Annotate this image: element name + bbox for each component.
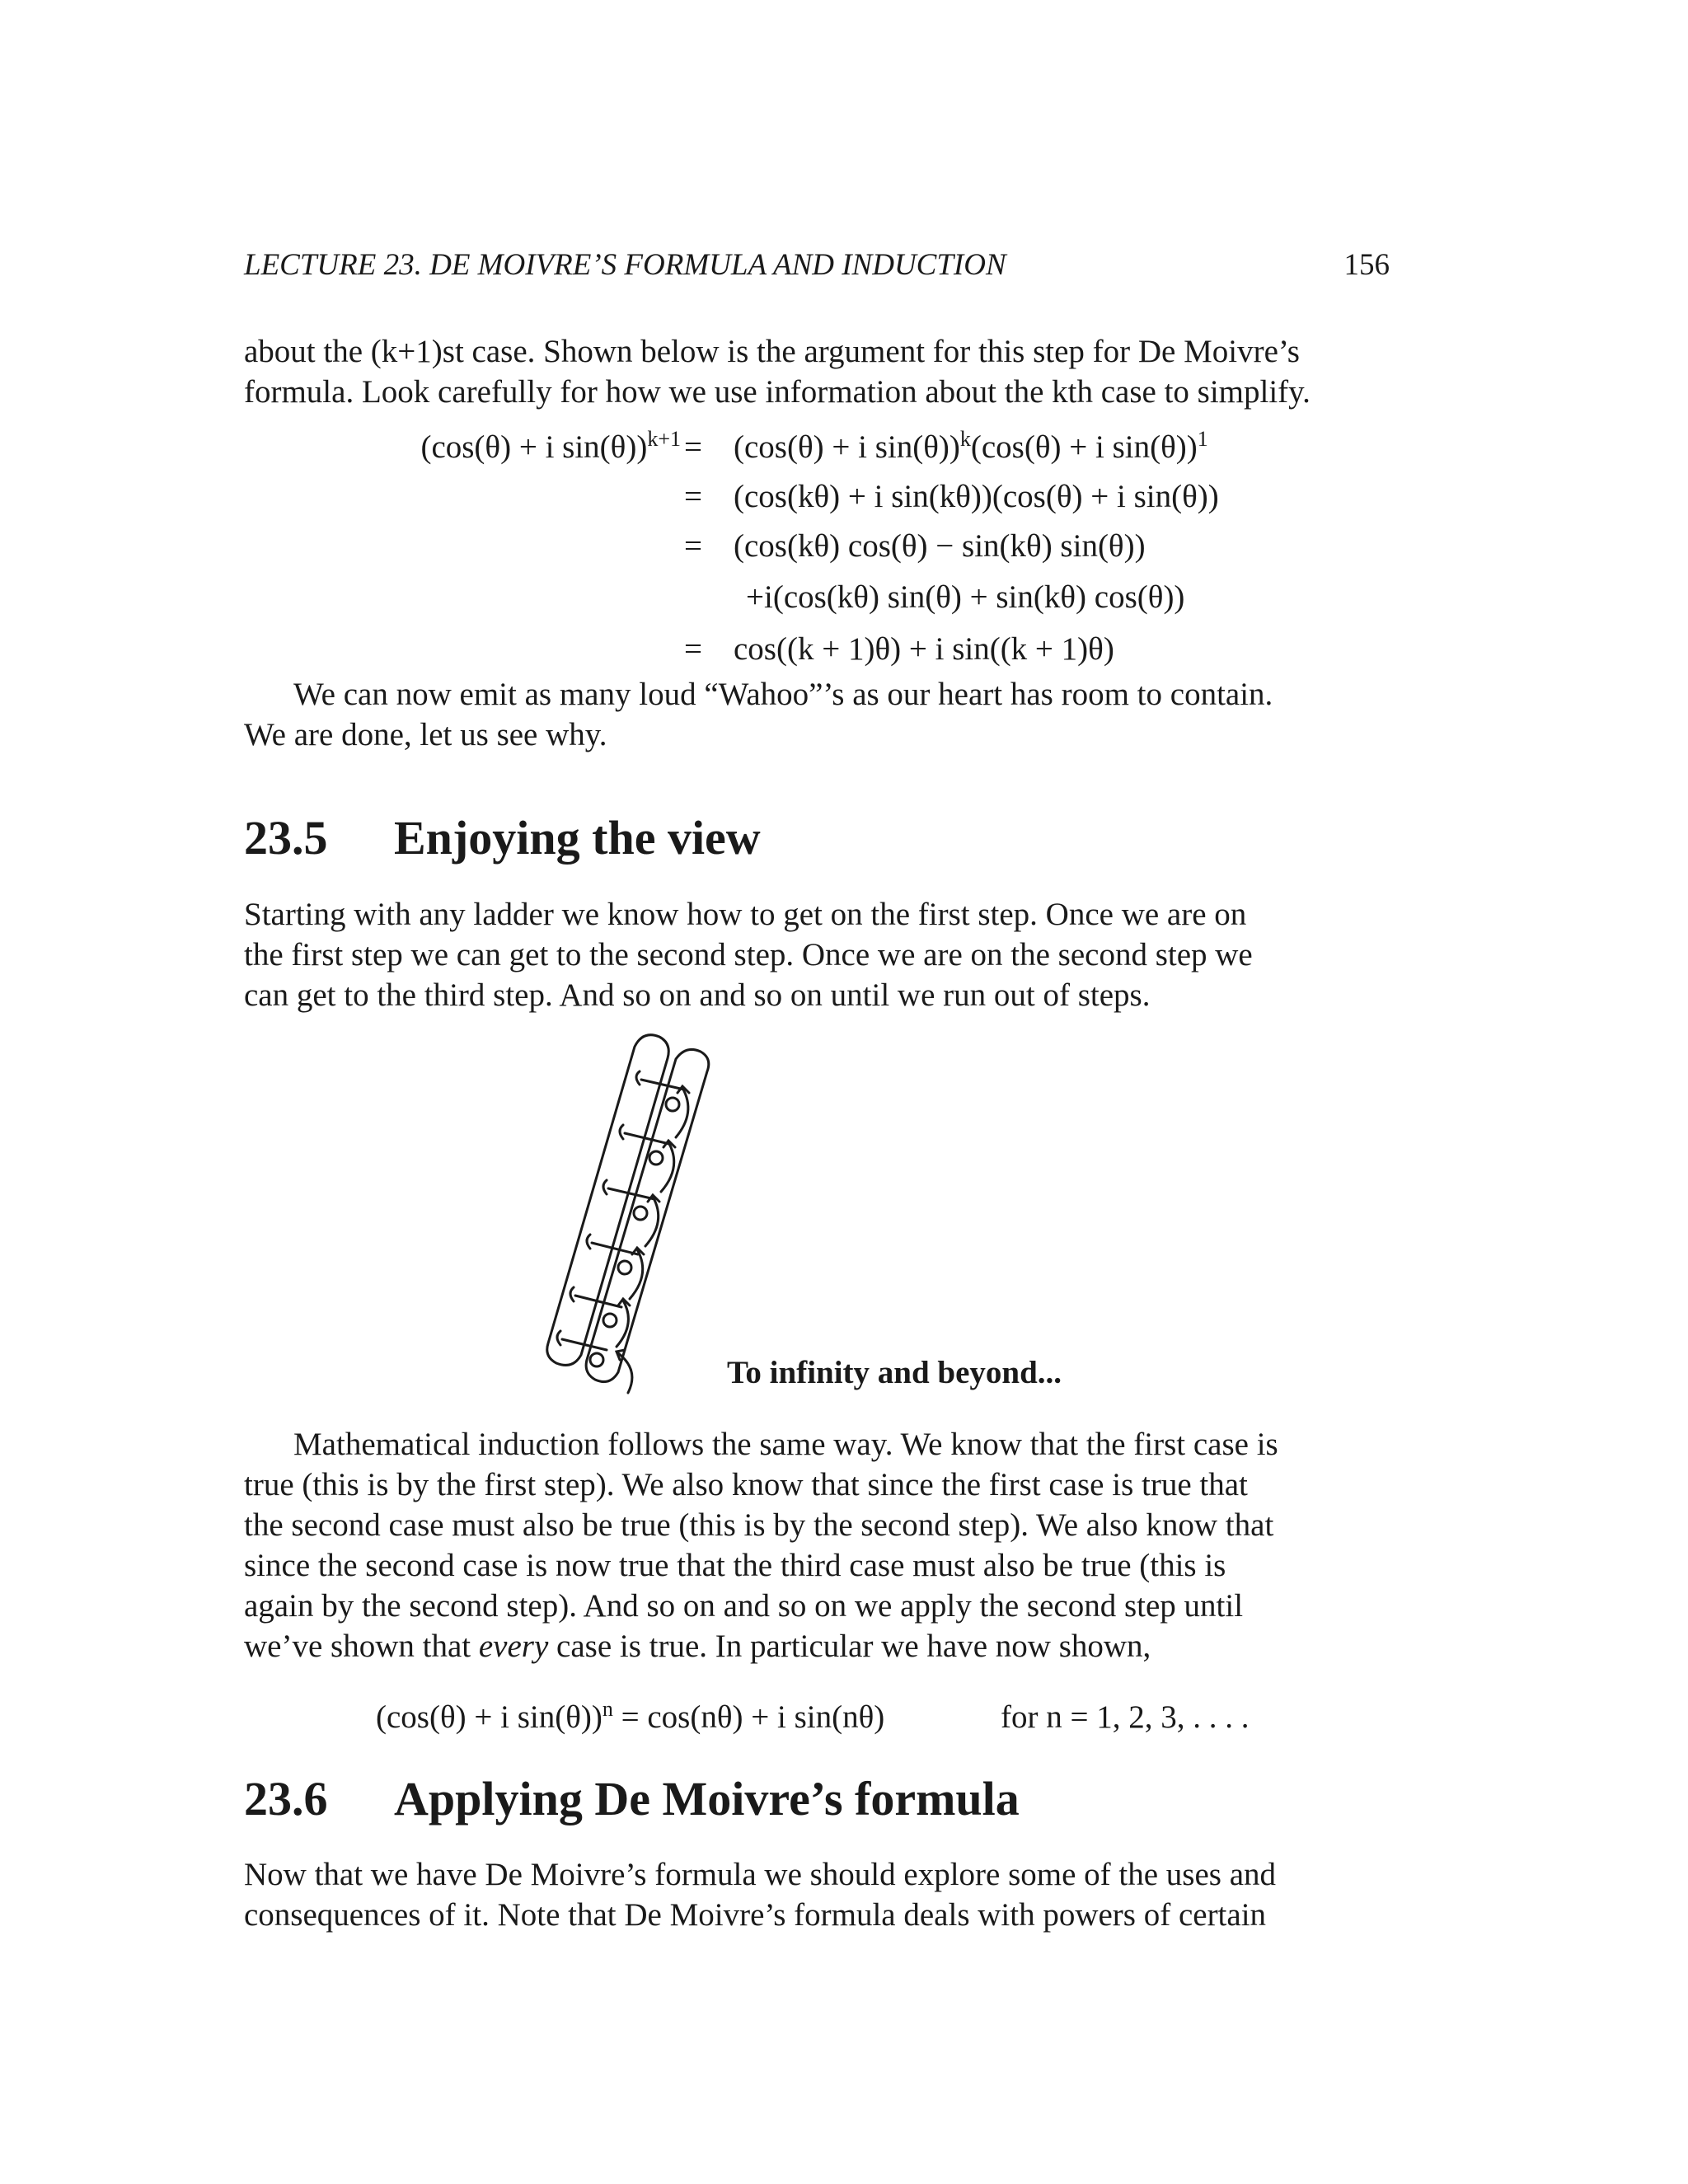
de-moivre-result: (cos(θ) + i sin(θ))$^n$ = cos(nθ) + i sin(nθ) bbox=[376, 1697, 885, 1735]
emphasis-every: every bbox=[478, 1629, 549, 1664]
ladder-paragraph bbox=[244, 894, 1390, 1015]
section-title: Applying De Moivre’s formula bbox=[394, 1772, 1020, 1825]
text-line: the second case must also be true (this is by the second step). We also know that bbox=[244, 1507, 1274, 1543]
derivation-row-1: (cos(θ) + i sin(θ))$^k$(cos(θ) + i sin(θ))$^1$ bbox=[734, 427, 1208, 465]
text-line: consequences of it. Note that De Moivre’s formula deals with powers of certain bbox=[244, 1897, 1267, 1933]
step-arrows bbox=[617, 1086, 689, 1393]
text-line: since the second case is now true that the third case must also be true (this is bbox=[244, 1548, 1226, 1583]
derivation-lhs: (cos(θ) + i sin(θ))$^{k+1}$ bbox=[420, 427, 681, 465]
text-line: again by the second step). And so on and so on we apply the second step until bbox=[244, 1588, 1244, 1624]
running-head bbox=[244, 241, 1390, 290]
result-condition: for n = 1, 2, 3, . . . . bbox=[1001, 1699, 1250, 1735]
step-circles bbox=[590, 1098, 679, 1366]
section-heading-23-6 bbox=[244, 1770, 1020, 1828]
intro-paragraph bbox=[244, 331, 1390, 412]
figure-caption: To infinity and beyond... bbox=[727, 1355, 1062, 1390]
text-line: We can now emit as many loud “Wahoo”’s as our heart has room to contain. bbox=[293, 677, 1273, 712]
derivation-row-2: (cos(kθ) + i sin(kθ))(cos(θ) + i sin(θ)) bbox=[734, 479, 1219, 514]
text-line: Starting with any ladder we know how to get on the first step. Once we are on bbox=[244, 897, 1247, 932]
equals-sign: = bbox=[684, 429, 702, 465]
equals-sign: = bbox=[684, 528, 702, 564]
derivation-row-5: cos((k + 1)θ) + i sin((k + 1)θ) bbox=[734, 631, 1114, 667]
text-line: formula. Look carefully for how we use information about the kth case to simplify. bbox=[244, 374, 1311, 410]
induction-paragraph bbox=[244, 1424, 1390, 1666]
equals-sign: = bbox=[684, 631, 702, 667]
text-line: Mathematical induction follows the same way. We know that the first case is bbox=[293, 1427, 1278, 1462]
text-line: Now that we have De Moivre’s formula we should explore some of the uses and bbox=[244, 1857, 1277, 1892]
derivation-row-4: +i(cos(kθ) sin(θ) + sin(kθ) cos(θ)) bbox=[746, 579, 1185, 615]
equals-sign: = bbox=[684, 479, 702, 514]
derivation-row-3: (cos(kθ) cos(θ) − sin(kθ) sin(θ)) bbox=[734, 528, 1146, 564]
running-title: LECTURE 23. DE MOIVRE’S FORMULA AND INDUCTION bbox=[244, 248, 1006, 282]
wahoo-paragraph bbox=[244, 674, 1390, 755]
page-number: 156 bbox=[1343, 248, 1390, 282]
section-number: 23.6 bbox=[244, 1772, 328, 1825]
text-line: true (this is by the first step). We also know that since the first case is true that bbox=[244, 1467, 1248, 1502]
section-heading-23-5 bbox=[244, 809, 761, 867]
ladder-illustration bbox=[495, 1030, 1195, 1401]
text-line: the first step we can get to the second step. Once we are on the second step we bbox=[244, 937, 1253, 972]
text-line: about the (k+1)st case. Shown below is the argument for this step for De Moivre’s bbox=[244, 334, 1300, 369]
section-title: Enjoying the view bbox=[394, 811, 761, 865]
applying-paragraph bbox=[244, 1854, 1390, 1935]
text-line: We are done, let us see why. bbox=[244, 717, 607, 752]
text-line: can get to the third step. And so on and so on until we run out of steps. bbox=[244, 977, 1151, 1013]
section-number: 23.5 bbox=[244, 811, 328, 865]
text-line: we’ve shown that every case is true. In particular we have now shown, bbox=[244, 1629, 1151, 1664]
